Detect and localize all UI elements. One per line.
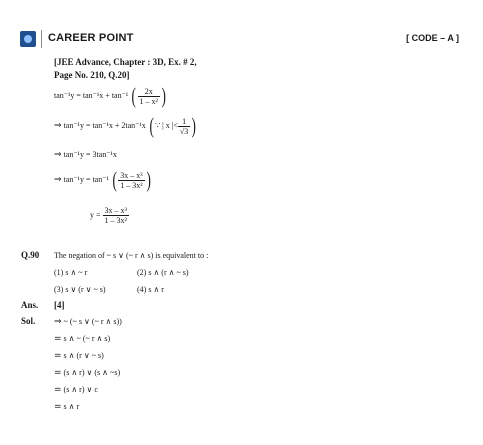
equation-2 bbox=[54, 113, 198, 138]
equation-2-lhs: tan⁻¹y = tan⁻¹x + 2tan⁻¹x bbox=[63, 120, 146, 130]
solution-step-0 bbox=[54, 317, 122, 327]
solution-step-4-text: (s ∧ r) ∨ c bbox=[63, 385, 98, 394]
solution-step-3 bbox=[54, 368, 120, 378]
option-3: (3) s ∨ (r ∨ ~ s) bbox=[54, 285, 106, 294]
implies-arrow-icon: ⇒ bbox=[54, 317, 62, 327]
equation-5-fraction bbox=[103, 206, 129, 225]
fraction-numerator: 3x – x³ bbox=[120, 170, 143, 180]
right-paren: ) bbox=[146, 167, 151, 192]
equals-sign: = bbox=[54, 368, 62, 378]
solution-step-1-text: s ∧ ~ (~ r ∧ s) bbox=[63, 334, 111, 343]
solution-step-5-text: s ∧ r bbox=[63, 402, 80, 411]
right-paren: ) bbox=[161, 83, 166, 108]
answer-label: Ans. bbox=[21, 300, 39, 310]
equation-3 bbox=[54, 150, 117, 160]
brand-title: CAREER POINT bbox=[48, 32, 134, 44]
solution-step-2-text: s ∧ (r ∨ ~ s) bbox=[63, 351, 104, 360]
fraction-denominator: √3 bbox=[179, 126, 189, 136]
equation-4-fraction bbox=[118, 171, 144, 190]
fraction-denominator: 1 – x² bbox=[139, 96, 158, 106]
equation-2-condition: ∵ | x |< bbox=[155, 120, 178, 130]
solution-step-3-text: (s ∧ r) ∨ (s ∧ ~s) bbox=[63, 368, 121, 377]
equals-sign: = bbox=[54, 385, 62, 395]
option-4: (4) s ∧ r bbox=[137, 285, 164, 294]
equals-sign: = bbox=[54, 351, 62, 361]
header-divider bbox=[41, 30, 42, 48]
equation-1 bbox=[54, 83, 167, 108]
career-point-logo-icon bbox=[20, 31, 36, 47]
solution-step-4 bbox=[54, 385, 98, 395]
equals-sign: = bbox=[54, 402, 62, 412]
equation-4-lhs: tan⁻¹y = tan⁻¹ bbox=[63, 174, 109, 184]
left-paren: ( bbox=[149, 113, 154, 138]
fraction-numerator: 1 bbox=[178, 117, 190, 127]
fraction-numerator: 2x bbox=[138, 87, 160, 97]
right-paren: ) bbox=[191, 113, 197, 138]
left-paren: ( bbox=[112, 167, 117, 192]
equation-5-lhs: y = bbox=[90, 210, 101, 220]
implies-arrow-icon: ⇒ bbox=[54, 120, 62, 131]
solution-label: Sol. bbox=[21, 316, 36, 326]
fraction-denominator: 1 – 3x² bbox=[104, 216, 127, 225]
reference-line-2: Page No. 210, Q.20] bbox=[54, 70, 130, 80]
solution-step-2 bbox=[54, 351, 104, 361]
equation-2-fraction bbox=[178, 117, 190, 136]
equation-3-text: tan⁻¹y = 3tan⁻¹x bbox=[63, 150, 117, 159]
implies-arrow-icon: ⇒ bbox=[54, 174, 62, 185]
equals-sign: = bbox=[54, 334, 62, 344]
question-number: Q.90 bbox=[21, 250, 40, 260]
fraction-denominator: 1 – 3x² bbox=[120, 180, 143, 190]
implies-arrow-icon: ⇒ bbox=[54, 150, 62, 160]
answer-value: [4] bbox=[54, 300, 65, 310]
equation-4 bbox=[54, 167, 152, 192]
fraction-numerator: 3x – x³ bbox=[104, 206, 127, 215]
solution-step-0-text: ~ (~ s ∨ (~ r ∧ s)) bbox=[63, 317, 122, 326]
equation-5 bbox=[90, 206, 129, 225]
equation-1-fraction bbox=[138, 87, 160, 106]
option-1: (1) s ∧ ~ r bbox=[54, 268, 88, 277]
left-paren: ( bbox=[131, 83, 137, 108]
solution-step-1 bbox=[54, 334, 110, 344]
option-2: (2) s ∧ (r ∧ ~ s) bbox=[137, 268, 189, 277]
question-text: The negation of ~ s ∨ (~ r ∧ s) is equivalent to : bbox=[54, 251, 209, 260]
paper-code: [ CODE – A ] bbox=[406, 33, 459, 43]
solution-step-5 bbox=[54, 402, 79, 412]
equation-1-lhs: tan⁻¹y = tan⁻¹x + tan⁻¹ bbox=[54, 90, 129, 100]
reference-line-1: [JEE Advance, Chapter : 3D, Ex. # 2, bbox=[54, 57, 197, 67]
